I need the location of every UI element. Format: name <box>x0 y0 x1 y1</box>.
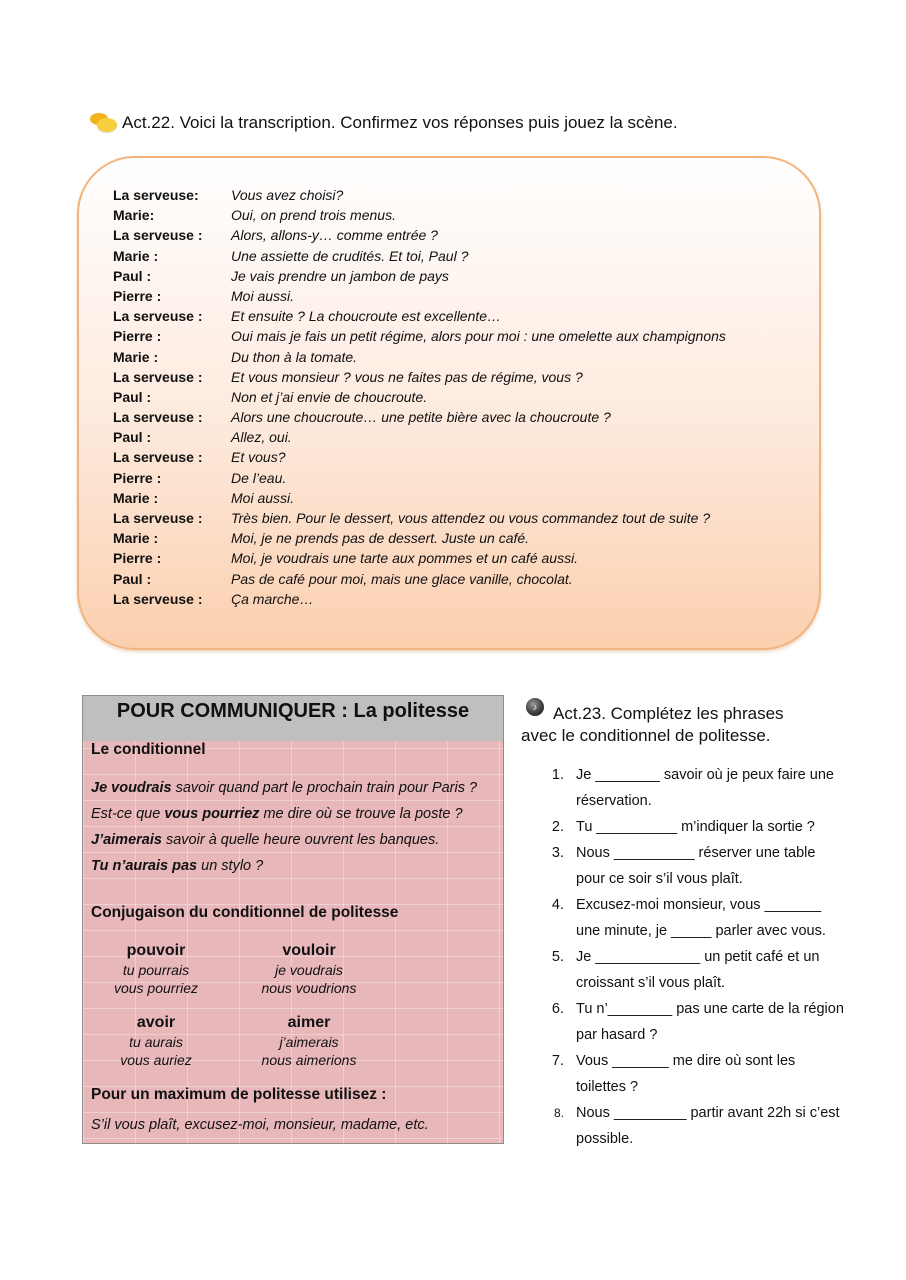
exercise-list <box>540 762 860 1152</box>
exercise-item <box>540 840 860 892</box>
dialogue-line <box>113 508 813 528</box>
item-text: Je _____________ un petit café et un croissant s’il vous plaît. <box>576 949 820 991</box>
line-text: Et vous? <box>231 449 286 466</box>
item-number: 4. <box>551 897 564 913</box>
act22-heading <box>88 110 678 136</box>
dialogue-line <box>113 407 813 427</box>
dialogue-line <box>113 528 813 548</box>
verb-form: je voudrais <box>275 962 343 978</box>
line-text: De l’eau. <box>231 469 287 486</box>
speech-bubbles-icon <box>88 110 118 136</box>
act23-title <box>521 703 851 747</box>
speaker: Pierre : <box>113 550 162 567</box>
line-text: Je vais prendre un jambon de pays <box>231 267 449 284</box>
item-text: Nous __________ réserver une table pour ce soir s’il vous plaît. <box>576 845 816 887</box>
speaker: Paul : <box>113 570 152 587</box>
item-number: 7. <box>551 1053 564 1069</box>
item-text: Je ________ savoir où je peux faire une réservation. <box>576 767 834 809</box>
dialogue-line <box>113 306 813 326</box>
speaker: Marie : <box>113 247 159 264</box>
line-text: Allez, oui. <box>231 429 292 446</box>
speaker: La serveuse : <box>113 510 203 526</box>
dialogue-line <box>113 589 813 609</box>
line-text: Très bien. Pour le dessert, vous attendez ou vous commandez tout de suite ? <box>231 510 711 526</box>
example-sentence <box>91 858 263 874</box>
dialogue-line <box>113 387 813 407</box>
cd-disc-icon: ♪ <box>526 698 544 716</box>
line-text: Alors une choucroute… une petite bière avec la choucroute ? <box>231 409 611 426</box>
example-pre: Est-ce que <box>91 806 165 822</box>
example-bold: J’aimerais <box>91 832 162 848</box>
speaker: Pierre : <box>113 287 162 304</box>
verb-form: nous voudrions <box>261 980 357 996</box>
verb-form: tu pourrais <box>122 962 190 978</box>
speaker: Marie : <box>113 530 159 547</box>
line-text: Moi aussi. <box>231 489 295 506</box>
politeness-expressions: S’il vous plaît, excusez-moi, monsieur, madame, etc. <box>91 1117 429 1133</box>
line-text: Et ensuite ? La choucroute est excellente… <box>231 308 502 325</box>
verb-form: j’aimerais <box>279 1034 339 1050</box>
line-text: Alors, allons-y… comme entrée ? <box>231 227 438 244</box>
item-number: 2. <box>551 819 564 835</box>
act23-title-line1: Act.23. Complétez les phrases <box>553 704 784 723</box>
speaker: Marie : <box>113 348 159 365</box>
speaker: Marie: <box>113 207 155 224</box>
dialogue-lines <box>113 185 813 609</box>
speaker: La serveuse : <box>113 449 203 466</box>
line-text: Moi, je ne prends pas de dessert. Juste un café. <box>231 530 530 547</box>
exercise-item <box>540 996 860 1048</box>
speaker: Paul : <box>113 267 152 284</box>
example-sentence <box>91 806 463 822</box>
example-rest: un stylo ? <box>197 858 264 874</box>
verb-form: nous aimerions <box>261 1052 357 1068</box>
dialogue-line <box>113 286 813 306</box>
speaker: La serveuse : <box>113 308 203 325</box>
example-bold: Tu n’aurais pas <box>91 858 198 874</box>
example-bold: vous pourriez <box>164 806 260 822</box>
line-text: Et vous monsieur ? vous ne faites pas de régime, vous ? <box>231 368 583 385</box>
example-rest: savoir quand part le prochain train pour Paris ? <box>171 780 478 796</box>
line-text: Oui mais je fais un petit régime, alors pour moi : une omelette aux champignons <box>231 328 726 345</box>
speaker: La serveuse : <box>113 590 203 607</box>
item-text: Tu __________ m’indiquer la sortie ? <box>576 819 815 835</box>
pour-communiquer-title: POUR COMMUNIQUER : La politesse <box>83 696 503 741</box>
verb-aimer: aimer <box>287 1014 331 1031</box>
line-text: Vous avez choisi? <box>231 187 344 203</box>
line-text: Une assiette de crudités. Et toi, Paul ? <box>231 247 469 264</box>
line-text: Pas de café pour moi, mais une glace vanille, chocolat. <box>231 570 573 587</box>
item-number: 1. <box>551 767 564 783</box>
line-text: Non et j’ai envie de choucroute. <box>231 388 428 405</box>
line-text: Moi aussi. <box>231 287 295 304</box>
item-number: 8. <box>553 1106 564 1120</box>
dialogue-line <box>113 367 813 387</box>
verb-form: tu aurais <box>129 1034 183 1050</box>
example-rest: savoir à quelle heure ouvrent les banques. <box>161 832 440 848</box>
section-conditionnel: Le conditionnel <box>91 741 206 758</box>
speaker: Pierre : <box>113 328 162 345</box>
speaker: La serveuse : <box>113 368 203 385</box>
act22-title: Act.22. Voici la transcription. Confirmez vos réponses puis jouez la scène. <box>122 113 678 132</box>
line-text: Moi, je voudrais une tarte aux pommes et un café aussi. <box>231 550 579 567</box>
example-sentence <box>91 832 439 848</box>
exercise-item <box>540 1100 860 1152</box>
exercise-item <box>540 892 860 944</box>
line-text: Ça marche… <box>231 590 314 607</box>
item-text: Tu n’________ pas une carte de la région par hasard ? <box>576 1001 844 1043</box>
example-rest: me dire où se trouve la poste ? <box>259 806 463 822</box>
verb-vouloir: vouloir <box>282 942 336 959</box>
speaker: Pierre : <box>113 469 162 486</box>
dialogue-line <box>113 326 813 346</box>
line-text: Oui, on prend trois menus. <box>231 207 396 224</box>
item-text: Excusez-moi monsieur, vous _______ une minute, je _____ parler avec vous. <box>576 897 826 939</box>
dialogue-line <box>113 468 813 488</box>
speaker: Marie : <box>113 489 159 506</box>
item-text: Vous _______ me dire où sont les toilettes ? <box>576 1053 796 1095</box>
dialogue-line <box>113 205 813 225</box>
verb-form: vous pourriez <box>113 980 199 996</box>
item-text: Nous _________ partir avant 22h si c’est possible. <box>576 1105 840 1147</box>
dialogue-line <box>113 266 813 286</box>
dialogue-line <box>113 488 813 508</box>
exercise-item <box>540 814 860 840</box>
verb-form: vous auriez <box>120 1052 192 1068</box>
speaker: Paul : <box>113 429 152 446</box>
dialogue-line <box>113 347 813 367</box>
section-politesse: Pour un maximum de politesse utilisez : <box>91 1086 387 1103</box>
dialogue-line <box>113 427 813 447</box>
item-number: 3. <box>551 845 564 861</box>
dialogue-line <box>113 447 813 467</box>
item-number: 6. <box>551 1001 564 1017</box>
speaker: La serveuse: <box>113 187 199 203</box>
speaker: La serveuse : <box>113 227 203 244</box>
example-sentence <box>91 780 477 796</box>
item-number: 5. <box>551 949 564 965</box>
pour-communiquer-box <box>82 695 504 1144</box>
line-text: Du thon à la tomate. <box>231 348 358 365</box>
exercise-item <box>540 762 860 814</box>
verb-avoir: avoir <box>136 1014 176 1031</box>
dialogue-line <box>113 548 813 568</box>
dialogue-line <box>113 225 813 245</box>
dialogue-line <box>113 185 813 205</box>
exercise-item <box>540 944 860 996</box>
speaker: La serveuse : <box>113 409 203 426</box>
dialogue-line <box>113 569 813 589</box>
act23-title-line2: avec le conditionnel de politesse. <box>521 726 771 745</box>
section-conjugaison: Conjugaison du conditionnel de politesse <box>91 904 399 921</box>
speaker: Paul : <box>113 388 152 405</box>
verb-pouvoir: pouvoir <box>126 942 186 959</box>
dialogue-line <box>113 246 813 266</box>
example-bold: Je voudrais <box>91 780 172 796</box>
exercise-item <box>540 1048 860 1100</box>
